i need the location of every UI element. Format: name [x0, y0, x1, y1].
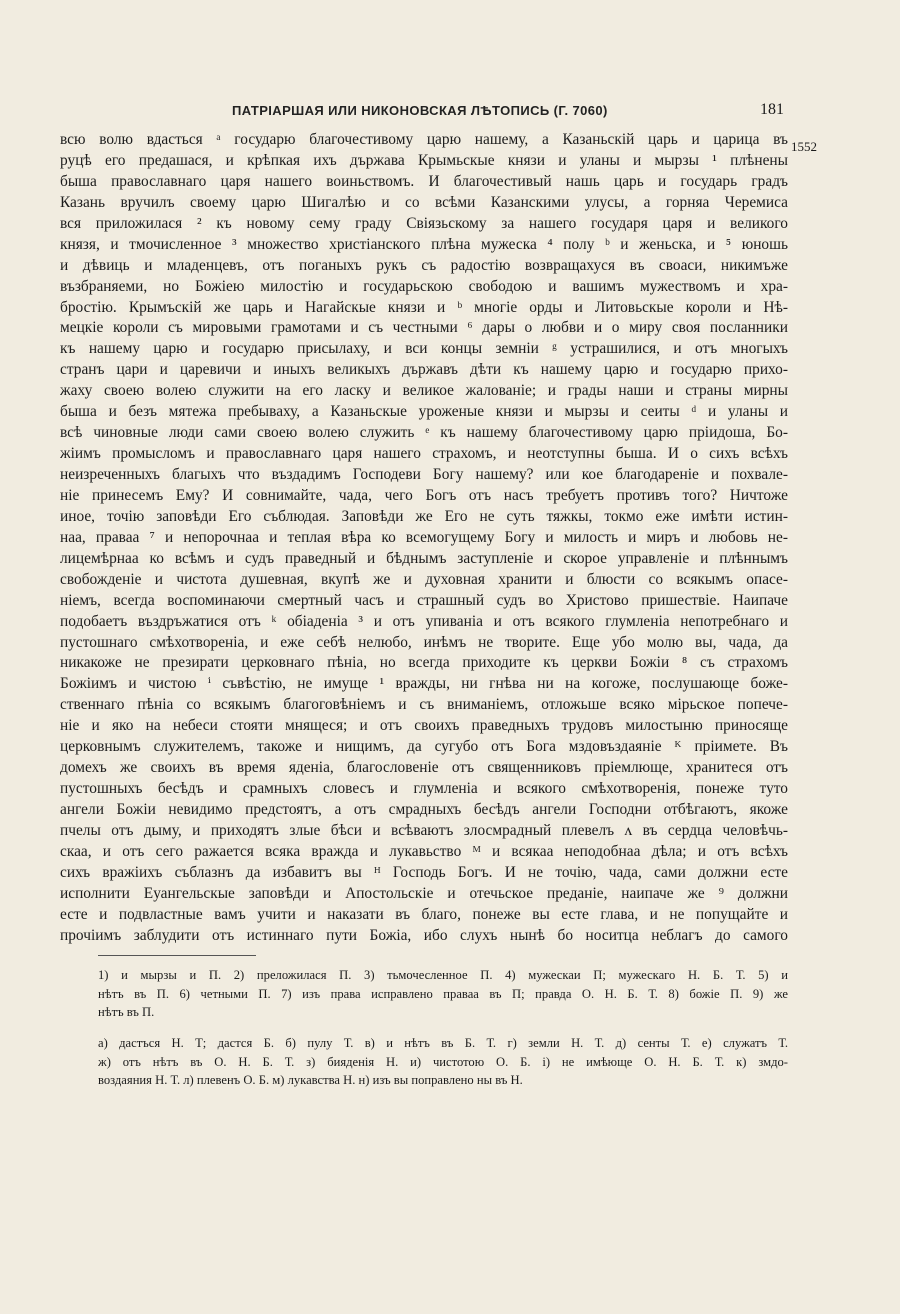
text-line: къ нашему царю и государю присылаху, и вси концы земніи ᵍ устрашилися, и отъ многыхъ	[60, 340, 788, 358]
body-text	[60, 130, 788, 947]
text-line: странъ цари и царевичи и иныхъ великыхъ държавъ дѣти къ нашему царю и государю прихо-	[60, 361, 788, 379]
text-line: ніе и яко на небеси стояти мнящеся; и отъ своихъ праведныхъ трудовъ милостыню приносяще	[60, 717, 788, 735]
footnote-line: а) дастъся Н. Т; дастся Б. б) пулу Т. в) и нѣтъ въ Б. Т. г) земли Н. Т. д) сенты Т. е) служатъ Т.	[98, 1036, 788, 1050]
text-line: мецкіе короли съ мировыми грамотами и съ честными ⁶ дары о любви и о миру своя посланники	[60, 319, 788, 337]
text-line: лицемѣрнаа ко всѣмъ и судъ праведный и бѣднымъ заступленіе и скорое управленіе и плѣннымъ	[60, 549, 788, 567]
text-line: всѣ чиновные люди сами своею волею служить ᵉ къ нашему благочестивому царю пріидоша, Бо-	[60, 424, 788, 442]
footnote-line: ж) отъ нѣтъ въ О. Н. Б. Т. з) бияденія Н. и) чистотою О. Б. і) не имѣюще О. Н. Б. Т. к) змдо-	[98, 1054, 788, 1069]
text-line: исполнити Еуангельскые заповѣди и Апостольскіе и отечьское преданіе, наипаче же ⁹ должни	[60, 884, 788, 902]
footnote-line: 1) и мырзы и П. 2) преложилася П. 3) тьмочесленное П. 4) мужескаи П; мужескаго Н. Б. Т. 5) и	[98, 968, 788, 982]
text-line: церковнымъ служителемъ, такоже и нищимъ, да сугубо отъ Бога мздовъздаяніе ᴷ пріимете. Въ	[60, 738, 788, 756]
page-number: 181	[760, 101, 784, 118]
text-line: скаа, и отъ сего ражается всяка вражда и лукавьство ᴹ и всякаа неподобнаа дѣла; и отъ всѣхъ	[60, 842, 788, 860]
text-line: руцѣ его предашася, и крѣпкая ихъ държава Крымьскые князи и уланы и мырзы ¹ плѣнены	[60, 151, 788, 169]
footnote-line: нѣтъ въ П. 6) четными П. 7) изъ права исправлено праваа въ П; правда О. Н. Б. Т. 8) божіе П. 9) же	[98, 986, 788, 1001]
text-line: никакоже не презирати церковнаго пѣніа, но всегда приходите къ церкви Божіи ⁸ съ страхомъ	[60, 654, 788, 672]
text-line: быша и безъ мятежа пребываху, а Казаньскые уроженые князи и мырзы и сеиты ᵈ и уланы и	[60, 403, 788, 421]
text-line: есте и подвластные вамъ учити и наказати въ благо, понеже вы есте глава, и не попущайте и	[60, 905, 788, 923]
text-line: ангели Божіи невидимо предстоятъ, а отъ смрадныхъ бесѣдъ ангели Господни отбѣгаютъ, якоже	[60, 801, 788, 818]
running-header	[0, 103, 900, 123]
footnote-divider	[98, 955, 256, 956]
letter-footnotes	[98, 1034, 788, 1090]
text-line: быша православнаго царя нашего воиньствомъ. И благочестивый нашь царь и государь градъ	[60, 172, 788, 190]
margin-year-note: 1552	[791, 139, 817, 154]
text-line: прочіимъ заблудити отъ истиннаго пути Божіа, ибо слухъ нынѣ бо носитца неблагъ до самого	[60, 926, 788, 944]
text-line: домехъ же своихъ въ время яденіа, благословеніе отъ священниковъ пріемлюще, хранитеся отъ	[60, 759, 788, 777]
footnote-line: воздаяния Н. Т. л) плевенъ О. Б. м) лукавства Н. н) изъ вы поправлено ны въ Н.	[98, 1073, 523, 1087]
footnote-line: нѣтъ въ П.	[98, 1005, 155, 1019]
text-line: и дѣвиць и младенцевъ, отъ поганыхъ рукъ съ радостію возвращахуся въ своаси, никимъже	[60, 256, 788, 274]
text-line: Божіимъ и чистою ⁱ съвѣстію, не имуще ¹ вражды, ни гнѣва ни на когоже, послушающе боже-	[60, 675, 788, 693]
text-line: пчелы отъ дыму, и приходятъ злые бѣси и всѣваютъ злосмрадный плевелъ ᴧ въ сердца человѣчь-	[60, 821, 788, 839]
text-line: иное, точію заповѣди Его съблюдая. Заповѣди же Его не суть тяжкы, токмо еже имѣти истин-	[60, 507, 788, 525]
text-line: Казань вручилъ своему царю Шигалѣю и со всѣми Казанскими улусы, а горняа Черемиса	[60, 193, 788, 211]
text-line: подобаетъ въздръжатися отъ ᵏ обіаденіа ³ и отъ упиваніа и отъ всякого глумленіа непотребнаго и	[60, 612, 788, 630]
text-line: пустошнаго смѣхотвореніа, и еже себѣ нелюбо, инѣмъ не творите. Еще убо молю вы, чада, да	[60, 633, 788, 651]
text-line: сихъ вражіихъ съблазнъ да избавитъ вы ᴴ Господь Богъ. И не точію, чада, сами должни есте	[60, 863, 788, 881]
text-line: ніемъ, всегда воспоминаючи смертный часъ и страшный судъ во Христово пришествіе. Наипаче	[60, 591, 788, 609]
running-title: ПАТРІАРШАЯ ИЛИ НИКОНОВСКАЯ ЛѢТОПИСЬ (Г. 7060)	[232, 103, 608, 118]
text-line: ніе принесемъ Ему? И совнимайте, чада, чего Богъ отъ насъ требуетъ противъ того? Ничтоже	[60, 486, 788, 504]
text-line: възбраняеми, но Божіею милостію и государьскою свободою и вашимъ мужествомъ и хра-	[60, 277, 788, 295]
text-line: князя, и тмочисленное ³ множество христіанского плѣна мужеска ⁴ полу ᵇ и женьска, и ⁵ юношь	[60, 235, 788, 253]
text-line: всю волю вдасться ᵃ государю благочестивому царю нашему, а Казаньскій царь и царица въ	[60, 131, 788, 148]
text-line: неизреченныхъ благыхъ что въздадимъ Господеви Богу нашему? или кое благодареніе и похвале-	[60, 466, 788, 483]
text-line: бростію. Крымъскій же царь и Нагайскые князи и ᵇ многіе орды и Литовьскые короли и Нѣ-	[60, 298, 788, 316]
text-line: ственнаго пѣніа со всякымъ благоговѣніемъ и съ вниманіемъ, отложьше всяко мірьское попече-	[60, 696, 788, 714]
numeric-footnotes	[98, 966, 788, 1022]
text-line: свобожденіе и чистота душевная, вкупѣ же и духовная хранити и блюсти со всякымъ опасе-	[60, 570, 788, 588]
text-line: жаху своею волею служити на его ласку и великое жалованіе; и грады наши и страны мирны	[60, 382, 788, 400]
text-line: жіимъ промысломъ и православнаго царя нашего страхомъ, и неотступны быша. И о сихъ всѣхъ	[60, 445, 788, 463]
text-line: вся приложилася ² къ новому сему граду Свіязьскому за нашего государя царя и великого	[60, 214, 788, 232]
text-line: пустошныхъ бесѣдъ и срамныхъ словесъ и глумленіа и всякого смѣхотворенія, понеже туто	[60, 780, 788, 798]
text-line: наа, праваа ⁷ и непорочнаа и теплая вѣра ко всемогущему Богу и милость и миръ и любовь не-	[60, 528, 788, 546]
